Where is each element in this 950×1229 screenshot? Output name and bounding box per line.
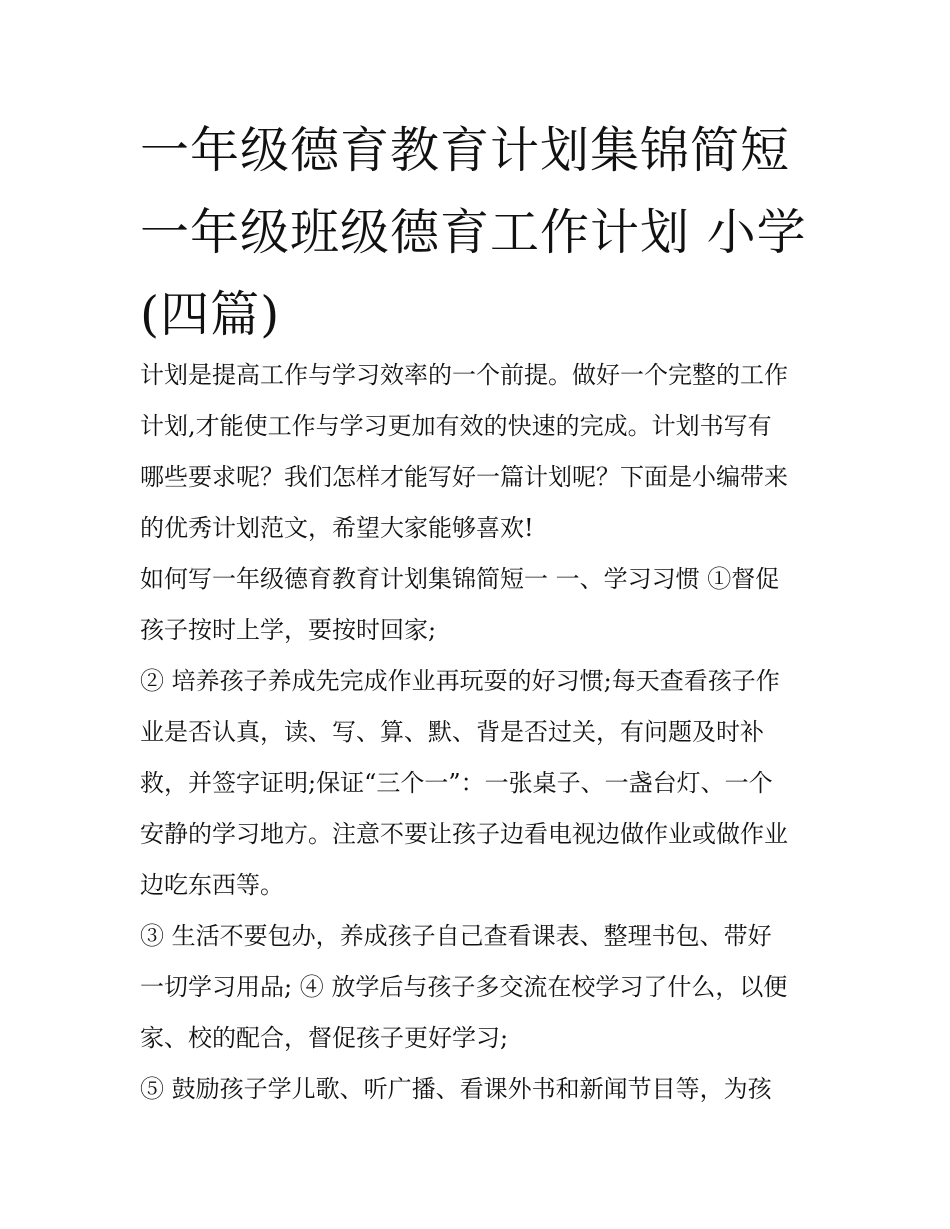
title-line: (四篇) <box>140 286 281 343</box>
body-line: ⑤ 鼓励孩子学儿歌、听广播、看课外书和新闻节目等，为孩 <box>140 1075 772 1103</box>
body-line: 计划,才能使工作与学习更加有效的快速的完成。计划书写有 <box>140 412 772 440</box>
document-body <box>140 350 820 1115</box>
body-line: 业是否认真，读、写、算、默、背是否过关，有问题及时补 <box>140 718 764 746</box>
body-line: 孩子按时上学，要按时回家; <box>140 616 437 644</box>
body-line: 哪些要求呢？我们怎样才能写好一篇计划呢？下面是小编带来 <box>140 463 788 491</box>
title-line: 一年级德育教育计划集锦简短 <box>140 122 791 179</box>
body-line: 如何写一年级德育教育计划集锦简短一 一、学习习惯 ①督促 <box>140 565 780 593</box>
body-line: 家、校的配合，督促孩子更好学习; <box>140 1024 509 1052</box>
body-line: 救，并签字证明;保证“三个一”：一张桌子、一盏台灯、一个 <box>140 769 773 797</box>
body-line: 边吃东西等。 <box>140 871 284 899</box>
body-line: 计划是提高工作与学习效率的一个前提。做好一个完整的工作 <box>140 361 788 389</box>
body-line: 一切学习用品; ④ 放学后与孩子多交流在校学习了什么，以便 <box>140 973 788 1001</box>
body-line: 的优秀计划范文，希望大家能够喜欢! <box>140 514 534 542</box>
document-title <box>140 110 840 356</box>
title-line: 一年级班级德育工作计划 小学 <box>140 204 807 261</box>
body-line: ③ 生活不要包办，养成孩子自己查看课表、整理书包、带好 <box>140 922 772 950</box>
body-line: 安静的学习地方。注意不要让孩子边看电视边做作业或做作业 <box>140 820 788 848</box>
body-line: ② 培养孩子养成先完成作业再玩耍的好习惯;每天查看孩子作 <box>140 667 780 695</box>
